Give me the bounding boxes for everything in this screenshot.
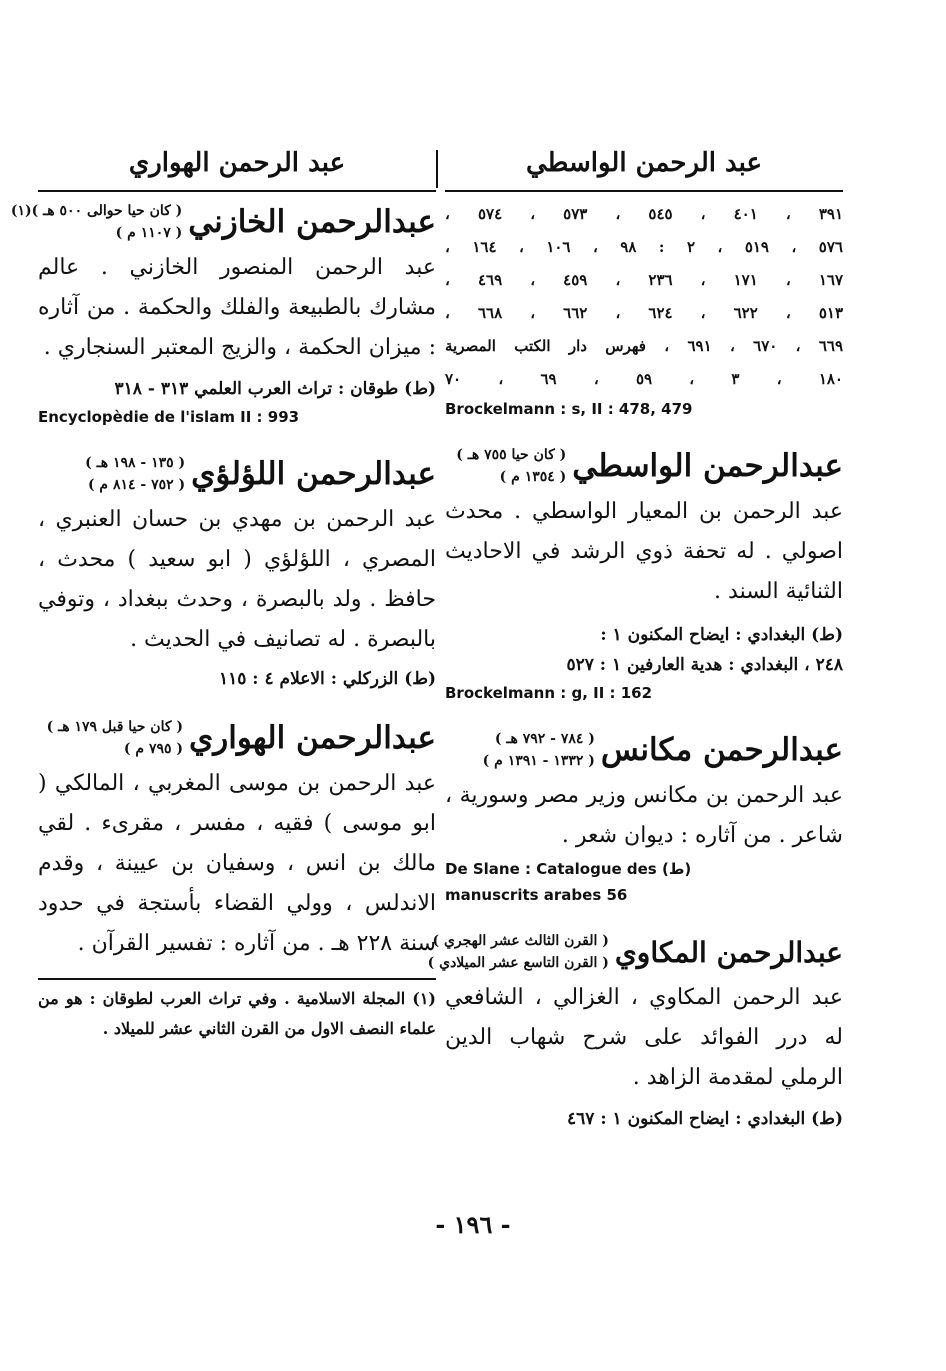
- entry-body: عبد الرحمن المنصور الخازني . عالم مشارك بالطبيعة والفلك والحكمة . من آثاره : ميزان الحكمة ، والزيج المعتبر السنجاري .: [38, 255, 436, 360]
- hijri-date: ( ٧٨٤ - ٧٩٢ هـ ): [494, 731, 595, 747]
- entry-dates: [11, 200, 182, 244]
- gregorian-date: ( ٧٥٢ - ٨١٤ م ): [87, 477, 186, 493]
- gregorian-date: ( ١٣٣٢ - ١٣٩١ م ): [482, 753, 595, 769]
- hijri-date: ( كان حيا ٧٥٥ هـ ): [456, 447, 567, 463]
- entry-name: عبدالرحمن الواسطي: [572, 448, 843, 484]
- number-line: ٦٦٩ ، ٦٧٠ ، ٦٩١ ، فهرس دار الكتب المصرية: [445, 337, 843, 355]
- brockelmann-ref: Brockelmann : s, II : 478, 479: [445, 400, 693, 418]
- entry-name: عبدالرحمن المكاوي: [614, 935, 843, 969]
- hijri-date: ( ١٣٥ - ١٩٨ هـ ): [85, 455, 186, 471]
- gregorian-date: ( القرن التاسع عشر الميلادي ): [427, 955, 609, 971]
- entry-latin-ref: De Slane : Catalogue des (ط) manuscrits arabes 56: [445, 860, 692, 904]
- number-line: ١٨٠ ، ٣ ، ٥٩ ، ٦٩ ، ٧٠: [445, 370, 843, 388]
- number-line: ١٦٧ ، ١٧١ ، ٢٣٦ ، ٤٥٩ ، ٤٦٩ ،: [445, 271, 843, 289]
- right-column-header: عبد الرحمن الواسطي: [445, 140, 843, 192]
- entry-name: عبدالرحمن الهواري: [189, 720, 436, 756]
- left-column-header: عبد الرحمن الهواري: [38, 140, 436, 192]
- entry-dates: [428, 930, 609, 974]
- entry-title-hawwari: [38, 716, 436, 760]
- entry-title-luluwi: [38, 452, 436, 496]
- entry-title-makkawi: [427, 930, 843, 974]
- entry-body: عبد الرحمن بن مكانس وزير مصر وسورية ، شاعر . من آثاره : ديوان شعر .: [445, 783, 843, 848]
- entry-source: ٢٤٨ ، البغدادي : هدية العارفين ١ : ٥٢٧: [566, 655, 843, 675]
- reference-number-lines: [445, 198, 843, 396]
- entry-name: عبدالرحمن اللؤلؤي: [191, 456, 436, 492]
- entry-dates: [456, 444, 566, 488]
- entry-body: عبد الرحمن المكاوي ، الغزالي ، الشافعي له درر الفوائد على شرح شهاب الدين الرملي لمقدمة الزاهد .: [445, 985, 843, 1090]
- left-column: [10, 140, 436, 1044]
- footnote-rule: [38, 978, 436, 980]
- number-line: ٣٩١ ، ٤٠١ ، ٥٤٥ ، ٥٧٣ ، ٥٧٤ ،: [445, 205, 843, 223]
- entry-source: (ط) الزركلي : الاعلام ٤ : ١١٥: [218, 669, 436, 689]
- entry-latin-ref: Brockelmann : g, II : 162: [445, 684, 653, 702]
- gregorian-date: ( ١٣٥٤ م ): [499, 469, 567, 485]
- page-number: - ١٩٦ -: [435, 1210, 511, 1239]
- entry-name: عبدالرحمن الخازني: [188, 204, 436, 240]
- number-line: ٥١٣ ، ٦٢٢ ، ٦٢٤ ، ٦٦٢ ، ٦٦٨ ،: [445, 304, 843, 322]
- entry-source: (ط) البغدادي : ايضاح المكنون ١ : ٤٦٧: [567, 1109, 843, 1129]
- entry-title-wasiti: [445, 444, 843, 488]
- hijri-date: ( كان حيا قبل ١٧٩ هـ ): [46, 719, 184, 735]
- entry-latin-ref: Encyclopèdie de l'islam II : 993: [38, 408, 300, 426]
- gregorian-date: ( ١١٠٧ م ): [115, 225, 183, 241]
- entry-dates: [85, 452, 185, 496]
- entry-dates: [47, 716, 183, 760]
- right-column: [427, 140, 843, 1134]
- entry-source: (ط) البغدادي : ايضاح المكنون ١ :: [600, 625, 843, 645]
- footnote: (١) المجلة الاسلامية . وفي تراث العرب لطوقان : هو من علماء النصف الاول من القرن الثاني عشر للميلاد .: [38, 989, 436, 1038]
- gregorian-date: ( ٧٩٥ م ): [123, 741, 184, 757]
- column-divider: [436, 150, 438, 188]
- entry-title-makanis: [445, 728, 843, 772]
- entry-dates: [483, 728, 595, 772]
- entry-title-khazini: [10, 200, 436, 244]
- entry-source: (ط) طوقان : تراث العرب العلمي ٣١٣ - ٣١٨: [114, 379, 436, 399]
- entry-name: عبدالرحمن مكانس: [600, 732, 843, 768]
- entry-body: عبد الرحمن بن المعيار الواسطي . محدث اصولي . له تحفة ذوي الرشد في الاحاديث الثنائية السند .: [445, 499, 843, 604]
- number-line: ٥٧٦ ، ٥١٩ ، ٢ : ٩٨ ، ١٠٦ ، ١٦٤ ،: [445, 238, 843, 256]
- hijri-date: ( كان حيا حوالى ٥٠٠ هـ )(١): [10, 203, 183, 219]
- entry-body: عبد الرحمن بن موسى المغربي ، المالكي ( ابو موسى ) فقيه ، مفسر ، مقرىء . لقي مالك بن انس ، وسفيان بن عيينة ، وقدم الاندلس ، وولي القضاء بأستجة في حدود سنة ٢٢٨ هـ . من آثاره : تفسير القرآن .: [38, 771, 436, 956]
- hijri-date: ( القرن الثالث عشر الهجري ): [432, 933, 609, 949]
- entry-body: عبد الرحمن بن مهدي بن حسان العنبري ، المصري ، اللؤلؤي ( ابو سعيد ) محدث ، حافظ . ولد بالبصرة ، وحدث ببغداد ، وتوفي بالبصرة . له تصانيف في الحديث .: [38, 507, 436, 652]
